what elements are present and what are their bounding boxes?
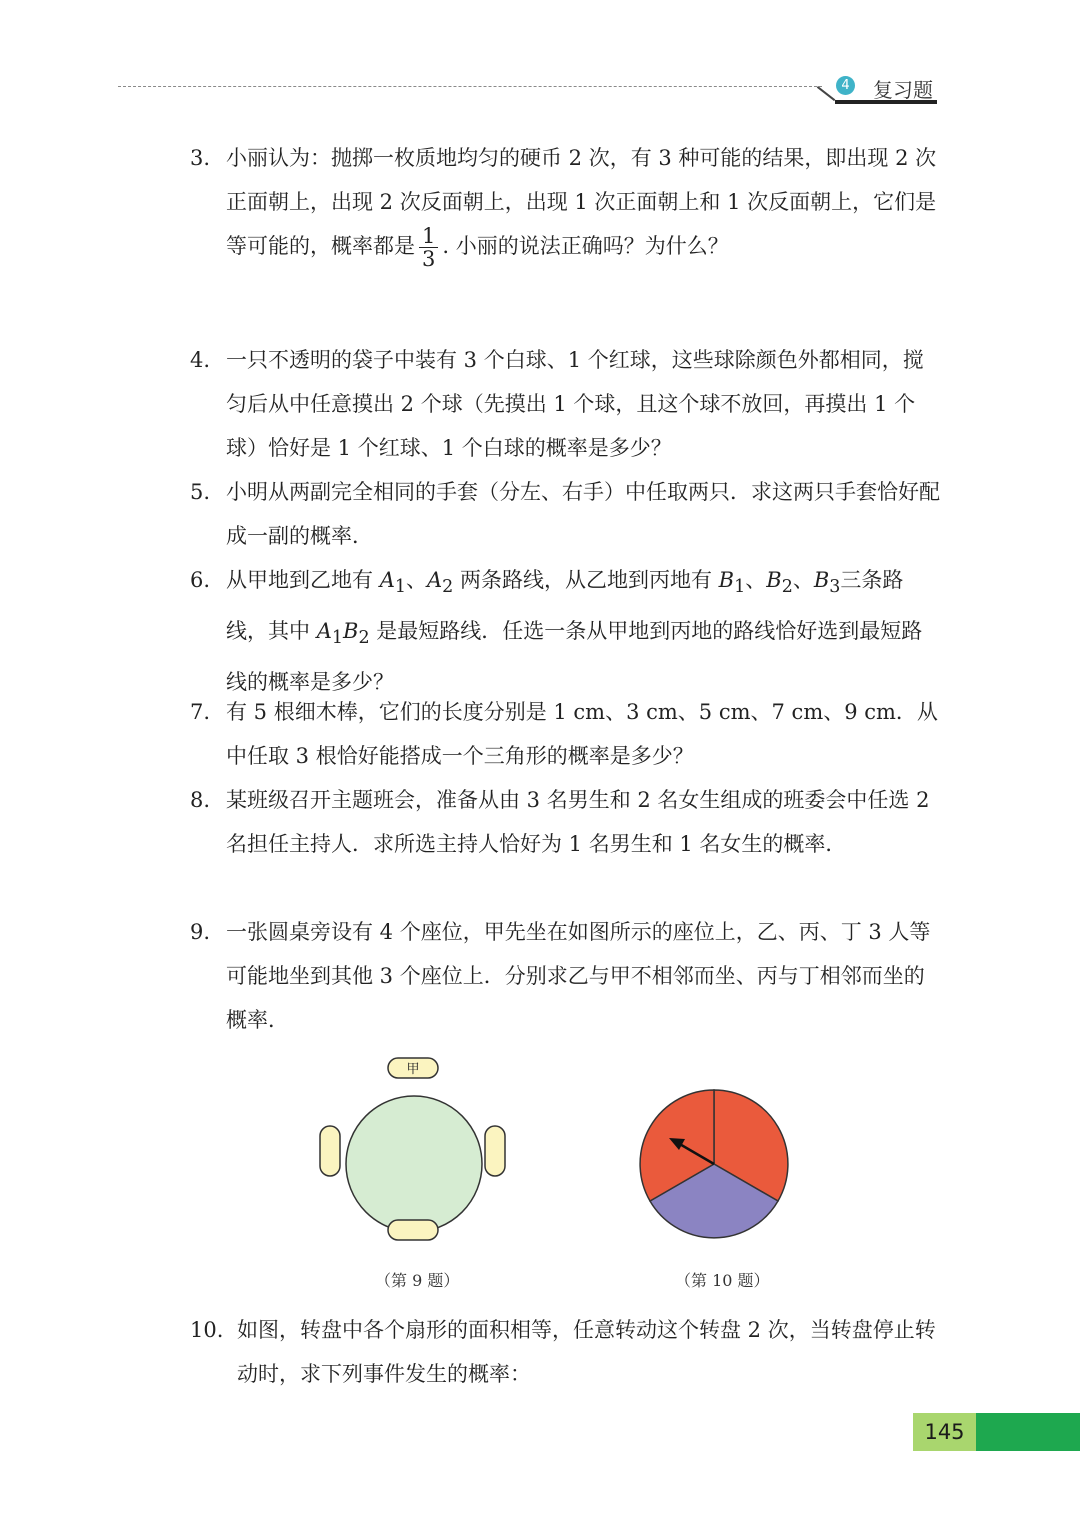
problem-text: 如图，转盘中各个扇形的面积相等，任意转动这个转盘 2 次，当转盘停止转动时，求下列事件发生的概率： — [237, 1318, 936, 1386]
fraction — [419, 225, 438, 270]
problem-3 — [190, 136, 940, 270]
spinner-figure — [634, 1086, 798, 1246]
problem-5 — [190, 470, 940, 558]
problem-text: 小丽认为：抛掷一枚质地均匀的硬币 2 次，有 3 种可能的结果，即出现 2 次正面朝上，出现 2 次反面朝上，出现 1 次正面朝上和 1 次反面朝上，它们是等可能的，概率都是 $\frac{1}{3}$ . 小丽的说法正确吗？为什么？ — [226, 146, 937, 271]
problem-number: 8. — [190, 788, 211, 812]
page-number: 145 — [913, 1413, 976, 1451]
problem-text: 一张圆桌旁设有 4 个座位，甲先坐在如图所示的座位上，乙、丙、丁 3 人等可能地坐到其他 3 个座位上．分别求乙与甲不相邻而坐、丙与丁相邻而坐的概率． — [226, 920, 931, 1032]
problem-9 — [190, 910, 940, 1042]
chapter-number-badge: 4 — [836, 76, 855, 95]
problem-7 — [190, 690, 940, 778]
problem-number: 3. — [190, 146, 211, 170]
problem-8 — [190, 778, 940, 866]
problem-text: 一只不透明的袋子中装有 3 个白球、1 个红球，这些球除颜色外都相同，搅匀后从中任意摸出 2 个球（先摸出 1 个球，且这个球不放回，再摸出 1 个球）恰好是 1 个红球、1 个白球的概率是多少？ — [226, 348, 924, 460]
problem-text: 从甲地到乙地有 $A_1$、$A_2$ 两条路线，从乙地到丙地有 $B_1$、$B_2$、$B_3$三条路线，其中 $A_1B_2$ 是最短路线．任选一条从甲地到丙地的路线恰好选到最短路线的概率是多少？ — [226, 568, 923, 695]
problem-number: 6. — [190, 568, 211, 592]
header-dashed-rule — [118, 86, 822, 87]
seat-right — [485, 1126, 505, 1176]
problem-text: 小明从两副完全相同的手套（分左、右手）中任取两只．求这两只手套恰好配成一副的概率． — [226, 480, 940, 548]
fraction-denominator: 3 — [422, 247, 436, 271]
problem-text: 有 5 根细木棒，它们的长度分别是 1 cm、3 cm、5 cm、7 cm、9 cm．从中任取 3 根恰好能搭成一个三角形的概率是多少？ — [226, 700, 938, 768]
figure-10-caption: （第 10 题） — [675, 1271, 770, 1290]
problem-number: 5. — [190, 480, 211, 504]
problem-number: 7. — [190, 700, 211, 724]
problem-4 — [190, 338, 940, 470]
problem-10 — [190, 1308, 940, 1396]
round-table-figure — [310, 1052, 520, 1252]
seat-label-jia: 甲 — [406, 1062, 420, 1077]
problem-number: 10. — [190, 1318, 224, 1342]
problem-text: 某班级召开主题班会，准备从由 3 名男生和 2 名女生组成的班委会中任选 2 名担任主持人．求所选主持人恰好为 1 名男生和 1 名女生的概率． — [226, 788, 930, 856]
page-color-bar — [976, 1413, 1080, 1451]
problem-6 — [190, 558, 940, 704]
round-table — [346, 1096, 482, 1232]
figure-9-caption: （第 9 题） — [375, 1271, 460, 1290]
header-rule-bend — [817, 86, 836, 101]
seat-bottom — [388, 1220, 438, 1240]
problem-number: 4. — [190, 348, 211, 372]
section-title: 复习题 — [873, 78, 933, 102]
fraction-numerator: 1 — [419, 225, 438, 248]
seat-left — [320, 1126, 340, 1176]
problem-number: 9. — [190, 920, 211, 944]
